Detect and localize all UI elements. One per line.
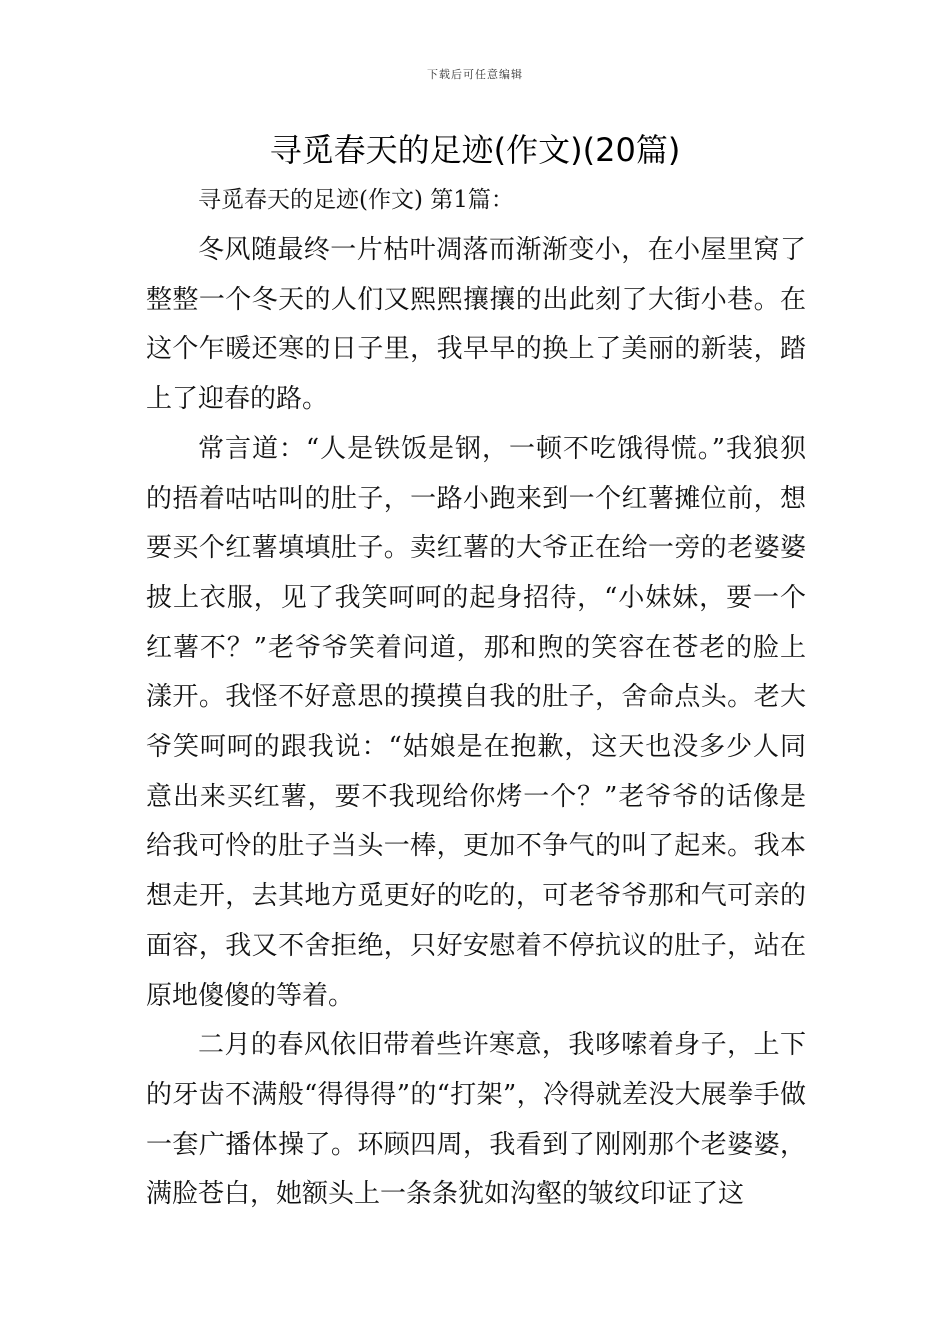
article-body [146, 226, 806, 1220]
paragraph: 常言道：“人是铁饭是钢，一顿不吃饿得慌。”我狼狈的捂着咕咕叫的肚子，一路小跑来到一个红薯摊位前，想要买个红薯填填肚子。卖红薯的大爷正在给一旁的老婆婆披上衣服，见了我笑呵呵的起身招待，“小妹妹，要一个红薯不？”老爷爷笑着问道，那和煦的笑容在苍老的脸上漾开。我怪不好意思的摸摸自我的肚子，舍命点头。老大爷笑呵呵的跟我说：“姑娘是在抱歉，这天也没多少人同意出来买红薯，要不我现给你烤一个？”老爷爷的话像是给我可怜的肚子当头一棒，更加不争气的叫了起来。我本想走开，去其地方觅更好的吃的，可老爷爷那和气可亲的面容，我又不舍拒绝，只好安慰着不停抗议的肚子，站在原地傻傻的等着。 [146, 433, 806, 1011]
document-title: 寻觅春天的足迹(作文)(20篇) [269, 131, 681, 169]
paragraph: 冬风随最终一片枯叶凋落而渐渐变小，在小屋里窝了整整一个冬天的人们又熙熙攘攘的出此刻了大街小巷。在这个乍暖还寒的日子里，我早早的换上了美丽的新装，踏上了迎春的路。 [146, 235, 806, 415]
paragraph: 二月的春风依旧带着些许寒意，我哆嗦着身子，上下的牙齿不满般“得得得”的“打架”，冷得就差没大展拳手做一套广播体操了。环顾四周，我看到了刚刚那个老婆婆，满脸苍白，她额头上一条条犹如沟壑的皱纹印证了这 [146, 1030, 806, 1210]
chapter-heading: 寻觅春天的足迹(作文) 第1篇： [198, 187, 514, 213]
header-note: 下载后可任意编辑 [427, 68, 523, 81]
